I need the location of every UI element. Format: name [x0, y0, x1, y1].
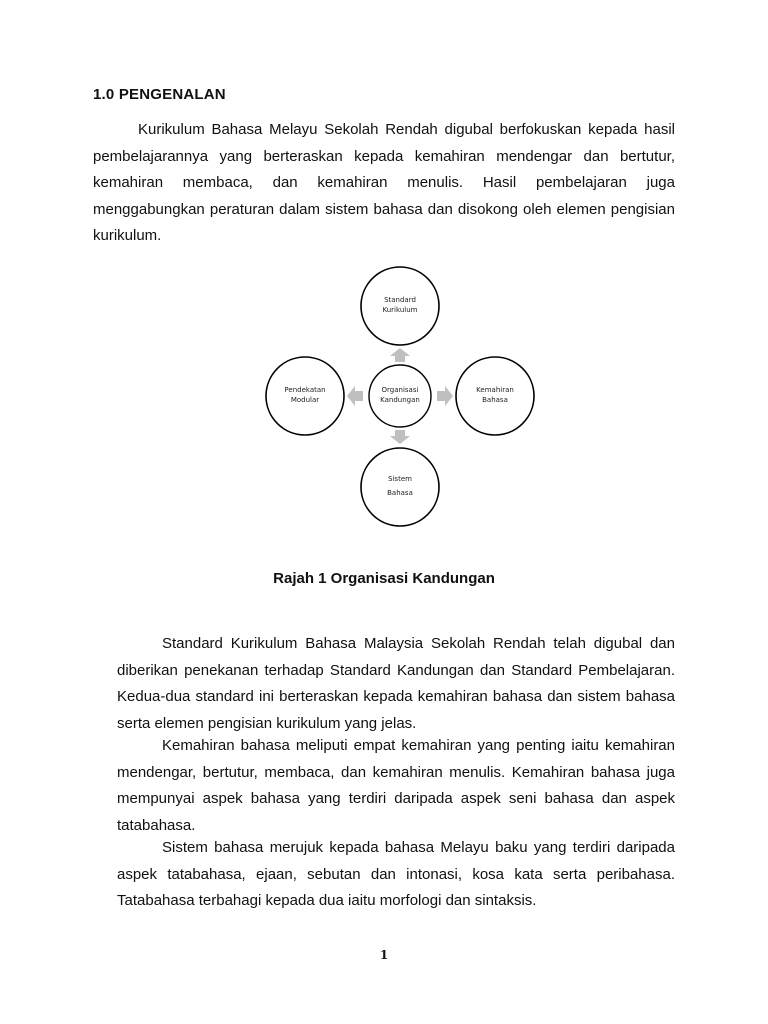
- arrow-left-icon: [347, 386, 363, 406]
- arrow-down-icon: [390, 430, 410, 444]
- paragraph-sistem: Sistem bahasa merujuk kepada bahasa Melayu baku yang terdiri daripada aspek tatabahasa, ejaan, sebutan dan intonasi, kosa kata serta peribahasa. Tatabahasa terbahagi kepada dua iaitu morfologi dan sintaksis.: [117, 839, 675, 909]
- section-heading: 1.0 PENGENALAN: [93, 86, 226, 103]
- node-kemahiran-bahasa-line1: Kemahiran: [476, 386, 514, 394]
- organisation-diagram: [255, 262, 545, 532]
- node-standard-kurikulum: [361, 267, 439, 345]
- node-organisasi-kandungan-line2: Kandungan: [380, 396, 420, 404]
- node-sistem-bahasa-line2: Bahasa: [387, 489, 413, 497]
- node-organisasi-kandungan: [369, 365, 431, 427]
- node-sistem-bahasa-line1: Sistem: [388, 475, 412, 483]
- arrow-up-icon: [390, 348, 410, 362]
- node-kemahiran-bahasa: [456, 357, 534, 435]
- arrow-right-icon: [437, 386, 453, 406]
- node-pendekatan-modular-line2: Modular: [290, 396, 320, 404]
- page-number: 1: [379, 948, 389, 962]
- node-sistem-bahasa: [361, 448, 439, 526]
- paragraph-standard: Standard Kurikulum Bahasa Malaysia Sekolah Rendah telah digubal dan diberikan penekanan terhadap Standard Kandungan dan Standard Pembelajaran. Kedua-dua standard ini berteraskan kepada kemahiran bahasa dan sistem bahasa serta elemen pengisian kurikulum yang jelas.: [117, 635, 675, 732]
- node-pendekatan-modular-line1: Pendekatan: [284, 386, 326, 394]
- node-organisasi-kandungan-line1: Organisasi: [381, 386, 419, 394]
- figure-caption: Rajah 1 Organisasi Kandungan: [273, 570, 495, 587]
- node-kemahiran-bahasa-line2: Bahasa: [482, 396, 508, 404]
- paragraph-intro: Kurikulum Bahasa Melayu Sekolah Rendah digubal berfokuskan kepada hasil pembelajarannya yang berteraskan kepada kemahiran mendengar dan bertutur, kemahiran membaca, dan kemahiran menulis. Hasil pembelajaran juga menggabungkan peraturan dalam sistem bahasa dan disokong oleh elemen pengisian kurikulum.: [93, 121, 675, 244]
- node-pendekatan-modular: [266, 357, 344, 435]
- node-standard-kurikulum-line1: Standard: [384, 296, 416, 304]
- paragraph-kemahiran: Kemahiran bahasa meliputi empat kemahiran yang penting iaitu kemahiran mendengar, bertutur, membaca, dan kemahiran menulis. Kemahiran bahasa juga mempunyai aspek bahasa yang terdiri daripada aspek seni bahasa dan aspek tatabahasa.: [117, 737, 675, 834]
- node-standard-kurikulum-line2: Kurikulum: [382, 306, 418, 314]
